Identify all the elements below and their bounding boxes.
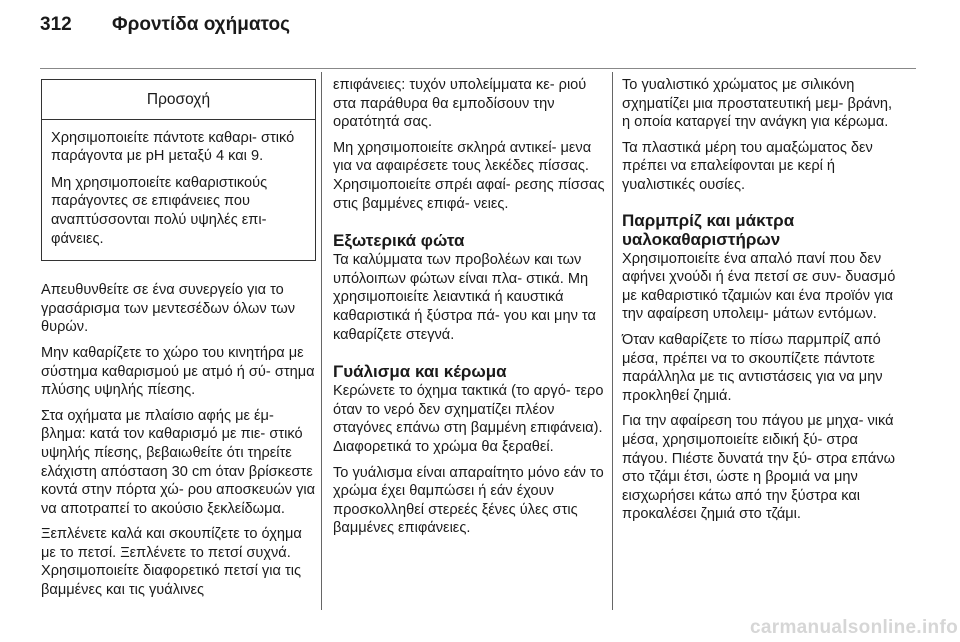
watermark: carmanualsonline.info	[750, 617, 958, 638]
notice-body	[42, 120, 315, 261]
body-paragraph: Για την αφαίρεση του πάγου με μηχα- νικά μέσα, χρησιμοποιείτε ειδική ξύ- στρα πάγου. Πιέστε δυνατά την ξύ- στρα επάνω στο τζάμι έτσι, ώστε η βρομιά να μην εισχωρήσει κάτω από την ξύστρα και προκαλέσει ζημιά στο τζάμι.	[622, 413, 896, 523]
section-heading-polish-wax: Γυάλισμα και κέρωμα	[333, 362, 507, 382]
notice-paragraph: Χρησιμοποιείτε πάντοτε καθαρι- στικό παράγοντα με pH μεταξύ 4 και 9.	[51, 129, 295, 165]
body-paragraph: επιφάνειες: τυχόν υπολείμματα κε- ριού στα παράθυρα θα εμποδίσουν την ορατότητά σας.	[333, 77, 587, 131]
column-3	[622, 76, 897, 531]
notice-title: Προσοχή	[42, 80, 315, 120]
header-divider	[40, 68, 916, 69]
caution-notice	[41, 79, 316, 261]
notice-paragraph: Μη χρησιμοποιείτε καθαριστικούς παράγοντες σε επιφάνειες που αναπτύσσονται πολύ υψηλές επι- φάνειες.	[51, 174, 268, 247]
body-paragraph: Στα οχήματα με πλαίσιο αφής με έμ- βλημα: κατά τον καθαρισμό με πιε- στικό υψηλής πίεσης, βεβαιωθείτε ότι τηρείτε ελάχιστη απόσταση 30 cm όταν βρίσκεστε κοντά στην πόρτα χώ- ρου αποσκευών για να αποτραπεί το ακούσιο ξεκλείδωμα.	[41, 407, 316, 517]
page-number: 312	[40, 14, 72, 35]
section-heading-windows-wipers: Παρμπρίζ και μάκτρα υαλοκαθαριστήρων	[622, 210, 795, 249]
column-divider	[612, 72, 613, 610]
section-heading-exterior-lights: Εξωτερικά φώτα	[333, 231, 465, 251]
body-paragraph: Το γυάλισμα είναι απαραίτητο μόνο εάν το χρώμα έχει θαμπώσει ή εάν έχουν προσκολληθεί στερεές ξένες ύλες στις βαμμένες επιφάνειες.	[333, 464, 604, 537]
body-paragraph: Όταν καθαρίζετε το πίσω παρμπρίζ από μέσα, πρέπει να το σκουπίζετε πάντοτε παράλληλα με τις αντιστάσεις για να μην προκληθεί ζημιά.	[622, 331, 883, 404]
body-paragraph: Τα πλαστικά μέρη του αμαξώματος δεν πρέπει να επαλείφονται με κερί ή γυαλιστικές ουσίες.	[622, 139, 873, 193]
page-title: Φροντίδα οχήματος	[112, 14, 290, 35]
body-paragraph: Χρησιμοποιείτε ένα απαλό πανί που δεν αφήνει χνούδι ή ένα πετσί σε συν- δυασμό με καθαριστικό τζαμιών και ένα προϊόν για την αφαίρεση υπολειμ- μάτων εντόμων.	[622, 250, 896, 323]
body-paragraph: Μη χρησιμοποιείτε σκληρά αντικεί- μενα για να αφαιρέσετε τους λεκέδες πίσσας. Χρησιμοποιείτε σπρέι αφαί- ρεσης πίσσας στις βαμμένες επιφά- νειες.	[333, 139, 605, 212]
body-paragraph: Ξεπλένετε καλά και σκουπίζετε το όχημα με το πετσί. Ξεπλένετε το πετσί συχνά. Χρησιμοποιείτε διαφορετικό πετσί για τις βαμμένες και τις γυάλινες	[41, 526, 302, 599]
body-paragraph: Το γυαλιστικό χρώματος με σιλικόνη σχηματίζει μια προστατευτική μεμ- βράνη, η οποία καταργεί την ανάγκη για κέρωμα.	[622, 77, 893, 131]
body-paragraph: Μην καθαρίζετε το χώρο του κινητήρα με σύστημα καθαρισμού με ατμό ή σύ- στημα πλύσης υψηλής πίεσης.	[41, 344, 315, 399]
column-divider	[321, 72, 322, 610]
body-paragraph: Τα καλύμματα των προβολέων και των υπόλοιπων φώτων είναι πλα- στικά. Μη χρησιμοποιείτε λειαντικά ή καυστικά καθαριστικά ή ξύστρα πά- γου και μην τα καθαρίζετε στεγνά.	[333, 252, 596, 343]
body-paragraph: Κερώνετε το όχημα τακτικά (το αργό- τερο όταν το νερό δεν σχηματίζει πλέον σταγόνες επάνω στη βαμμένη επιφάνεια). Διαφορετικά το χρώμα θα ξεραθεί.	[333, 383, 604, 455]
body-paragraph: Απευθυνθείτε σε ένα συνεργείο για το γρασάρισμα των μεντεσέδων όλων των θυρών.	[41, 282, 296, 336]
page-header	[40, 14, 290, 36]
column-2	[333, 76, 605, 545]
column-1	[41, 76, 316, 607]
